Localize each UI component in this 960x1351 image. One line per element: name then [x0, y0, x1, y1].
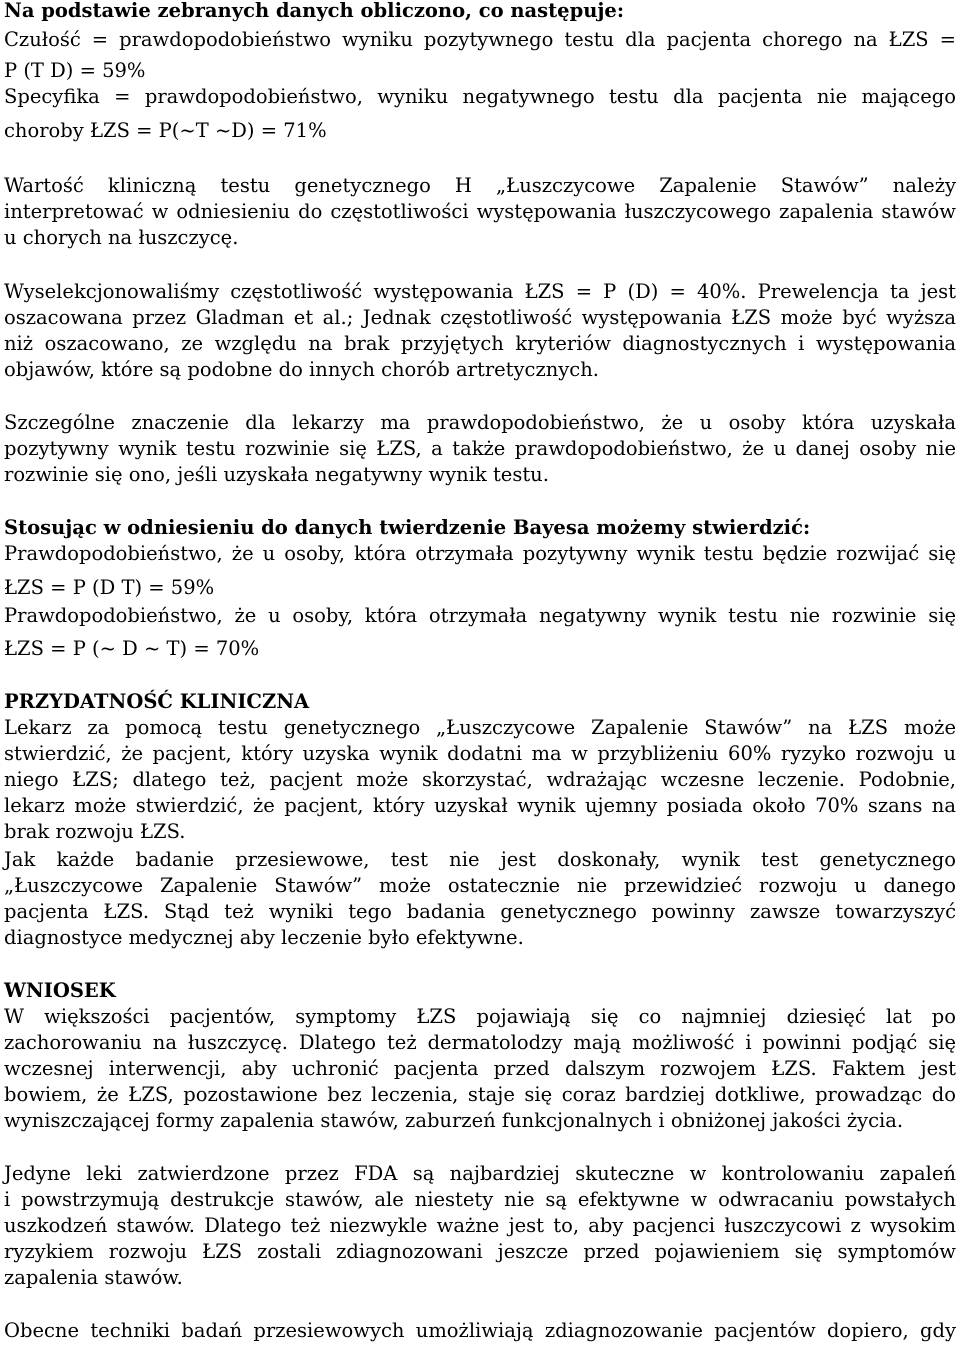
text-line: W większości pacjentów, symptomy ŁZS pojawiają się co najmniej dziesięć lat po — [4, 1005, 956, 1028]
text-line: niego ŁZS; dlatego też, pacjent może skorzystać, wdrażając wczesne leczenie. Podobnie, — [4, 768, 956, 791]
text-line: Prawdopodobieństwo, że u osoby, która otrzymała negatywny wynik testu nie rozwinie się — [4, 604, 956, 627]
text-line: WNIOSEK — [4, 979, 116, 1002]
text-line: pacjenta ŁZS. Stąd też wyniki tego badania genetycznego powinny zawsze towarzyszyć — [4, 900, 956, 923]
text-line: stwierdzić, że pacjent, który uzyska wynik dodatni ma w przybliżeniu 60% ryzyko rozwoju u — [4, 742, 956, 765]
text-line: P (T D) = 59% — [4, 59, 146, 82]
text-line: brak rozwoju ŁZS. — [4, 820, 186, 843]
text-line: wczesnej interwencji, aby uchronić pacjenta przed dalszym rozwojem ŁZS. Faktem jest — [4, 1057, 956, 1080]
text-line: wyniszczającej formy zapalenia stawów, zaburzeń funkcjonalnych i obniżonej jakości życia. — [4, 1109, 904, 1132]
text-line: Wyselekcjonowaliśmy częstotliwość występowania ŁZS = P (D) = 40%. Prewelencja ta jest — [4, 280, 956, 303]
text-line: Wartość kliniczną testu genetycznego H „Łuszczycowe Zapalenie Stawów” należy — [4, 174, 956, 197]
text-line: objawów, które są podobne do innych chorób artretycznych. — [4, 358, 599, 381]
text-line: PRZYDATNOŚĆ KLINICZNA — [4, 690, 310, 713]
text-line: Na podstawie zebranych danych obliczono, co następuje: — [4, 0, 625, 22]
text-line: Jedyne leki zatwierdzone przez FDA są najbardziej skuteczne w kontrolowaniu zapaleń — [4, 1162, 956, 1185]
text-line: Czułość = prawdopodobieństwo wyniku pozytywnego testu dla pacjenta chorego na ŁZS = — [4, 28, 956, 51]
text-line: diagnostyce medycznej aby leczenie było efektywne. — [4, 926, 524, 949]
text-line: „Łuszczycowe Zapalenie Stawów” może ostatecznie nie przewidzieć rozwoju u danego — [4, 874, 956, 897]
text-line: lekarz może stwierdzić, że pacjent, który uzyskał wynik ujemny posiada około 70% szans na — [4, 794, 956, 817]
text-line: Szczególne znaczenie dla lekarzy ma prawdopodobieństwo, że u osoby która uzyskała — [4, 411, 956, 434]
text-line: i powstrzymują destrukcje stawów, ale niestety nie są efektywne w odwracaniu powstałych — [4, 1188, 956, 1211]
text-line: pozytywny wynik testu rozwinie się ŁZS, a także prawdopodobieństwo, że u danej osoby nie — [4, 437, 956, 460]
text-line: bowiem, że ŁZS, pozostawione bez leczenia, staje się coraz bardziej dotkliwe, prowadząc do — [4, 1083, 956, 1106]
text-line: choroby ŁZS = P(~T ~D) = 71% — [4, 119, 327, 142]
text-line: uszkodzeń stawów. Dlatego też niezwykle ważne jest to, aby pacjenci łuszczycowi z wysokim — [4, 1214, 956, 1237]
text-line: Specyfika = prawdopodobieństwo, wyniku negatywnego testu dla pacjenta nie mającego — [4, 85, 956, 108]
text-line: Lekarz za pomocą testu genetycznego „Łuszczycowe Zapalenie Stawów” na ŁZS może — [4, 716, 956, 739]
text-line: zachorowaniu na łuszczycę. Dlatego też dermatolodzy mają możliwość i powinni podjąć się — [4, 1031, 956, 1054]
text-line: u chorych na łuszczycę. — [4, 226, 239, 249]
text-line: ryzykiem rozwoju ŁZS zostali zdiagnozowani jeszcze przed pojawieniem się symptomów — [4, 1240, 956, 1263]
text-line: Jak każde badanie przesiewowe, test nie jest doskonały, wynik test genetycznego — [4, 848, 956, 871]
text-line: ŁZS = P (~ D ~ T) = 70% — [4, 637, 260, 660]
text-line: interpretować w odniesieniu do częstotliwości występowania łuszczycowego zapalenia stawów — [4, 200, 956, 223]
text-line: Stosując w odniesieniu do danych twierdzenie Bayesa możemy stwierdzić: — [4, 516, 811, 539]
text-line: zapalenia stawów. — [4, 1266, 183, 1289]
text-line: rozwinie się ono, jeśli uzyskała negatywny wynik testu. — [4, 463, 549, 486]
text-line: oszacowana przez Gladman et al.; Jednak częstotliwość występowania ŁZS może być wyższa — [4, 306, 956, 329]
text-line: niż oszacowano, ze względu na brak przyjętych kryteriów diagnostycznych i występowania — [4, 332, 956, 355]
text-line: ŁZS = P (D T) = 59% — [4, 576, 215, 599]
text-line: Obecne techniki badań przesiewowych umożliwiają zdiagnozowanie pacjentów dopiero, gdy — [4, 1319, 956, 1342]
text-line: Prawdopodobieństwo, że u osoby, która otrzymała pozytywny wynik testu będzie rozwijać się — [4, 542, 956, 565]
